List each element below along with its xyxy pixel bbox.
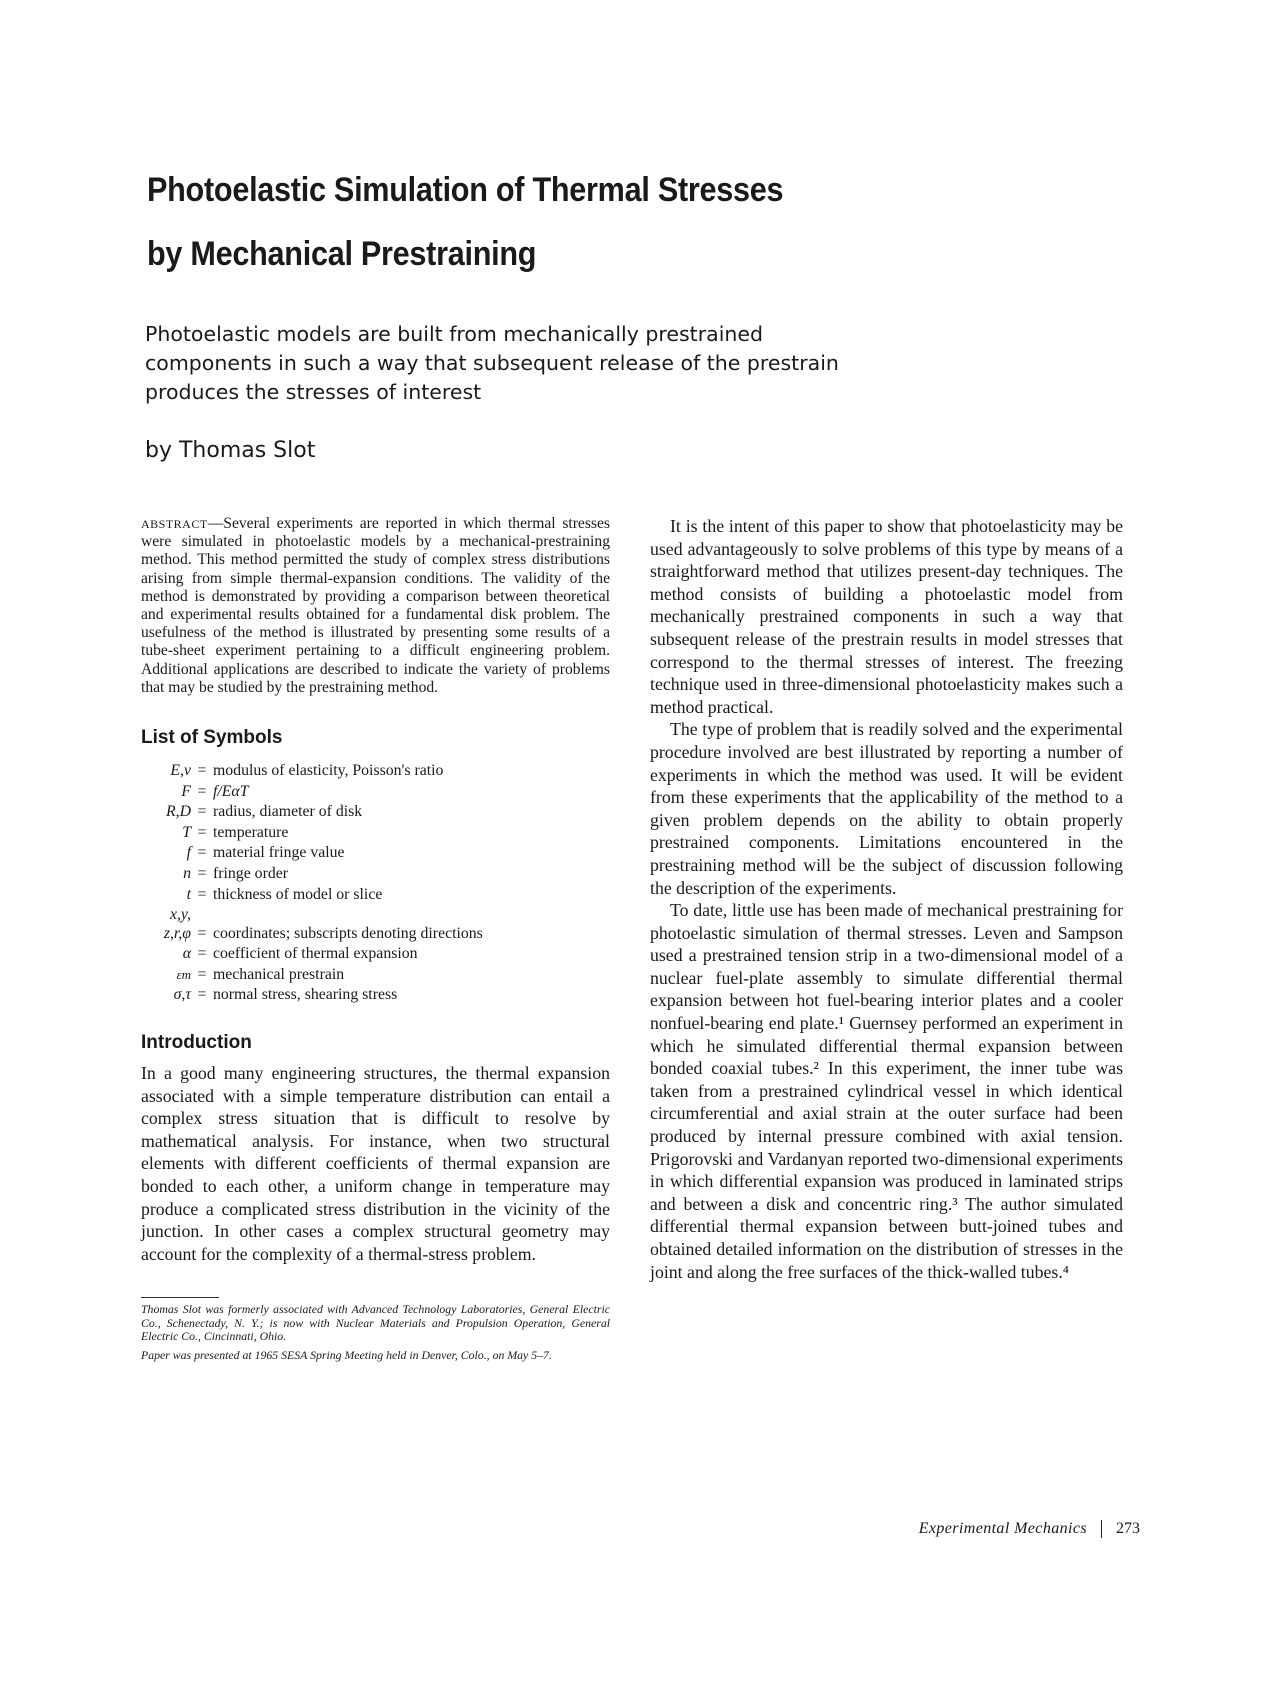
symbol-row — [141, 782, 610, 803]
author-byline: by Thomas Slot — [145, 438, 316, 463]
symbol-definition: radius, diameter of disk — [213, 803, 363, 821]
symbol-equals: = — [197, 925, 207, 943]
symbol-definition: f/EαT — [213, 782, 249, 800]
symbol-equals: = — [197, 865, 207, 882]
symbol-definition: mechanical prestrain — [213, 965, 345, 983]
paper-title — [147, 158, 831, 286]
introduction-paragraph: In a good many engineering structures, the thermal expansion associated with a simple temperature distribution can entail a complex stress situation that is difficult to resolve by mathematical analysis. For instance, when two structural elements with different coefficients of thermal expansion are bonded to each other, a uniform change in temperature may produce a complicated stress distribution in the vicinity of the junction. In other cases a complex structural geometry may account for the complexity of a thermal-stress problem. — [141, 1062, 610, 1264]
symbol-equals: = — [197, 945, 207, 963]
journal-name: Experimental Mechanics — [918, 1520, 1087, 1537]
symbol-equals: = — [197, 803, 207, 821]
symbol-key: E,ν — [170, 762, 191, 780]
symbol-row — [141, 823, 610, 844]
symbol-equals: = — [197, 844, 207, 862]
symbol-row — [141, 985, 610, 1006]
symbol-row — [141, 802, 610, 823]
symbol-definition: normal stress, shearing stress — [213, 986, 398, 1004]
right-column — [650, 515, 1123, 1283]
title-line-1: Photoelastic Simulation of Thermal Stresses — [147, 171, 784, 209]
symbol-key: R,D — [165, 803, 191, 821]
symbol-key: F — [181, 782, 191, 800]
body-paragraph: It is the intent of this paper to show that photoelasticity may be used advantageously to solve problems of this type by means of a straightforward method that utilizes present-day techniques. The method consists of building a photoelastic model from mechanically prestrained components in such a way that subsequent release of the prestrain results in model stresses that correspond to the thermal stresses of interest. The freezing technique used in three-dimensional photoelasticity makes such a method practical. — [650, 516, 1123, 717]
symbol-key: f — [186, 844, 191, 862]
body-paragraph: The type of problem that is readily solved and the experimental procedure involved are best illustrated by reporting a number of experiments in which the method was used. It will be evident from these experiments that the applicability of the method to a given problem depends on the ability to obtain properly prestrained components. Limitations encountered in the prestraining method will be the subject of discussion following the description of the experiments. — [650, 719, 1123, 898]
symbol-key: x,y, z,r,φ — [163, 906, 191, 943]
symbol-key: t — [186, 885, 191, 903]
symbol-row — [141, 864, 610, 885]
abstract — [141, 515, 610, 697]
left-column — [141, 515, 610, 1362]
symbol-key: n — [183, 865, 191, 882]
symbols-list — [141, 761, 610, 1006]
symbol-key: σ,τ — [173, 986, 191, 1004]
symbol-definition: material fringe value — [213, 844, 345, 862]
running-footer — [880, 1520, 1140, 1538]
symbol-row — [141, 843, 610, 864]
symbol-key: T — [182, 823, 191, 841]
presentation-footnote: Paper was presented at 1965 SESA Spring Meeting held in Denver, Colo., on May 5–7. — [141, 1347, 552, 1362]
abstract-text: —Several experiments are reported in which thermal stresses were simulated in photoelastic models by a mechanical-prestraining method. This method permitted the study of complex stress distributions arising from simple thermal-expansion conditions. The validity of the method is demonstrated by providing a comparison between theoretical and experimental results obtained for a fundamental disk problem. The usefulness of the method is illustrated by presenting some results of a tube-sheet experiment pertaining to a difficult engineering problem. Additional applications are described to indicate the variety of problems that may be studied by the prestraining method. — [141, 515, 610, 696]
abstract-label: ABSTRACT — [141, 517, 208, 531]
symbol-definition: thickness of model or slice — [213, 885, 383, 903]
page-number: 273 — [1116, 1520, 1140, 1537]
symbol-equals: = — [197, 823, 207, 841]
footnote-divider — [141, 1297, 219, 1298]
symbol-definition: coordinates; subscripts denoting directions — [213, 925, 483, 943]
symbol-row — [141, 965, 610, 986]
title-line-2: by Mechanical Prestraining — [147, 235, 537, 273]
subtitle: Photoelastic models are built from mechanically prestrained components in such a way that subsequent release of the prestrain produces the stresses of interest — [145, 322, 839, 404]
symbol-equals: = — [197, 965, 207, 983]
symbols-heading: List of Symbols — [141, 727, 283, 749]
introduction-heading: Introduction — [141, 1031, 252, 1053]
symbol-key: α — [182, 945, 191, 963]
body-paragraph: To date, little use has been made of mechanical prestraining for photoelastic simulation of thermal stresses. Leven and Sampson used a prestrained tension strip in a two-dimensional model of a nuclear fuel-plate assembly to simulate differential thermal expansion between hot fuel-bearing interior plates and a cooler nonfuel-bearing end plate.¹ Guernsey performed an experiment in which he simulated differential thermal expansion between bonded coaxial tubes.² In this experiment, the inner tube was taken from a prestrained cylindrical vessel in which identical circumferential and axial strain at the outer surface had been produced by internal pressure combined with axial tension. Prigorovski and Vardanyan reported two-dimensional experiments in which differential expansion was produced in laminated strips and between a disk and concentric ring.³ The author simulated differential thermal expansion between butt-joined tubes and obtained detailed information on the distribution of stresses in the joint and along the free surfaces of the thick-walled tubes.⁴ — [650, 900, 1123, 1282]
symbol-definition: fringe order — [213, 865, 288, 882]
symbol-definition: coefficient of thermal expansion — [213, 945, 418, 963]
symbol-equals: = — [197, 885, 207, 903]
symbol-equals: = — [197, 762, 207, 780]
symbol-definition: temperature — [213, 823, 289, 841]
symbol-definition: modulus of elasticity, Poisson's ratio — [213, 762, 444, 780]
symbol-row — [141, 761, 610, 782]
footer-separator — [1101, 1520, 1102, 1538]
symbol-row — [141, 885, 610, 906]
symbol-equals: = — [197, 986, 207, 1004]
symbol-row — [141, 944, 610, 965]
author-affiliation-footnote: Thomas Slot was formerly associated with Advanced Technology Laboratories, General Electric Co., Schenectady, N. Y.; is now with Nuclear Materials and Propulsion Operation, General Electric Co., Cincinnati, Ohio. — [141, 1302, 610, 1344]
symbol-row — [141, 905, 610, 944]
symbol-equals: = — [197, 782, 207, 800]
symbol-key: εm — [176, 966, 191, 982]
